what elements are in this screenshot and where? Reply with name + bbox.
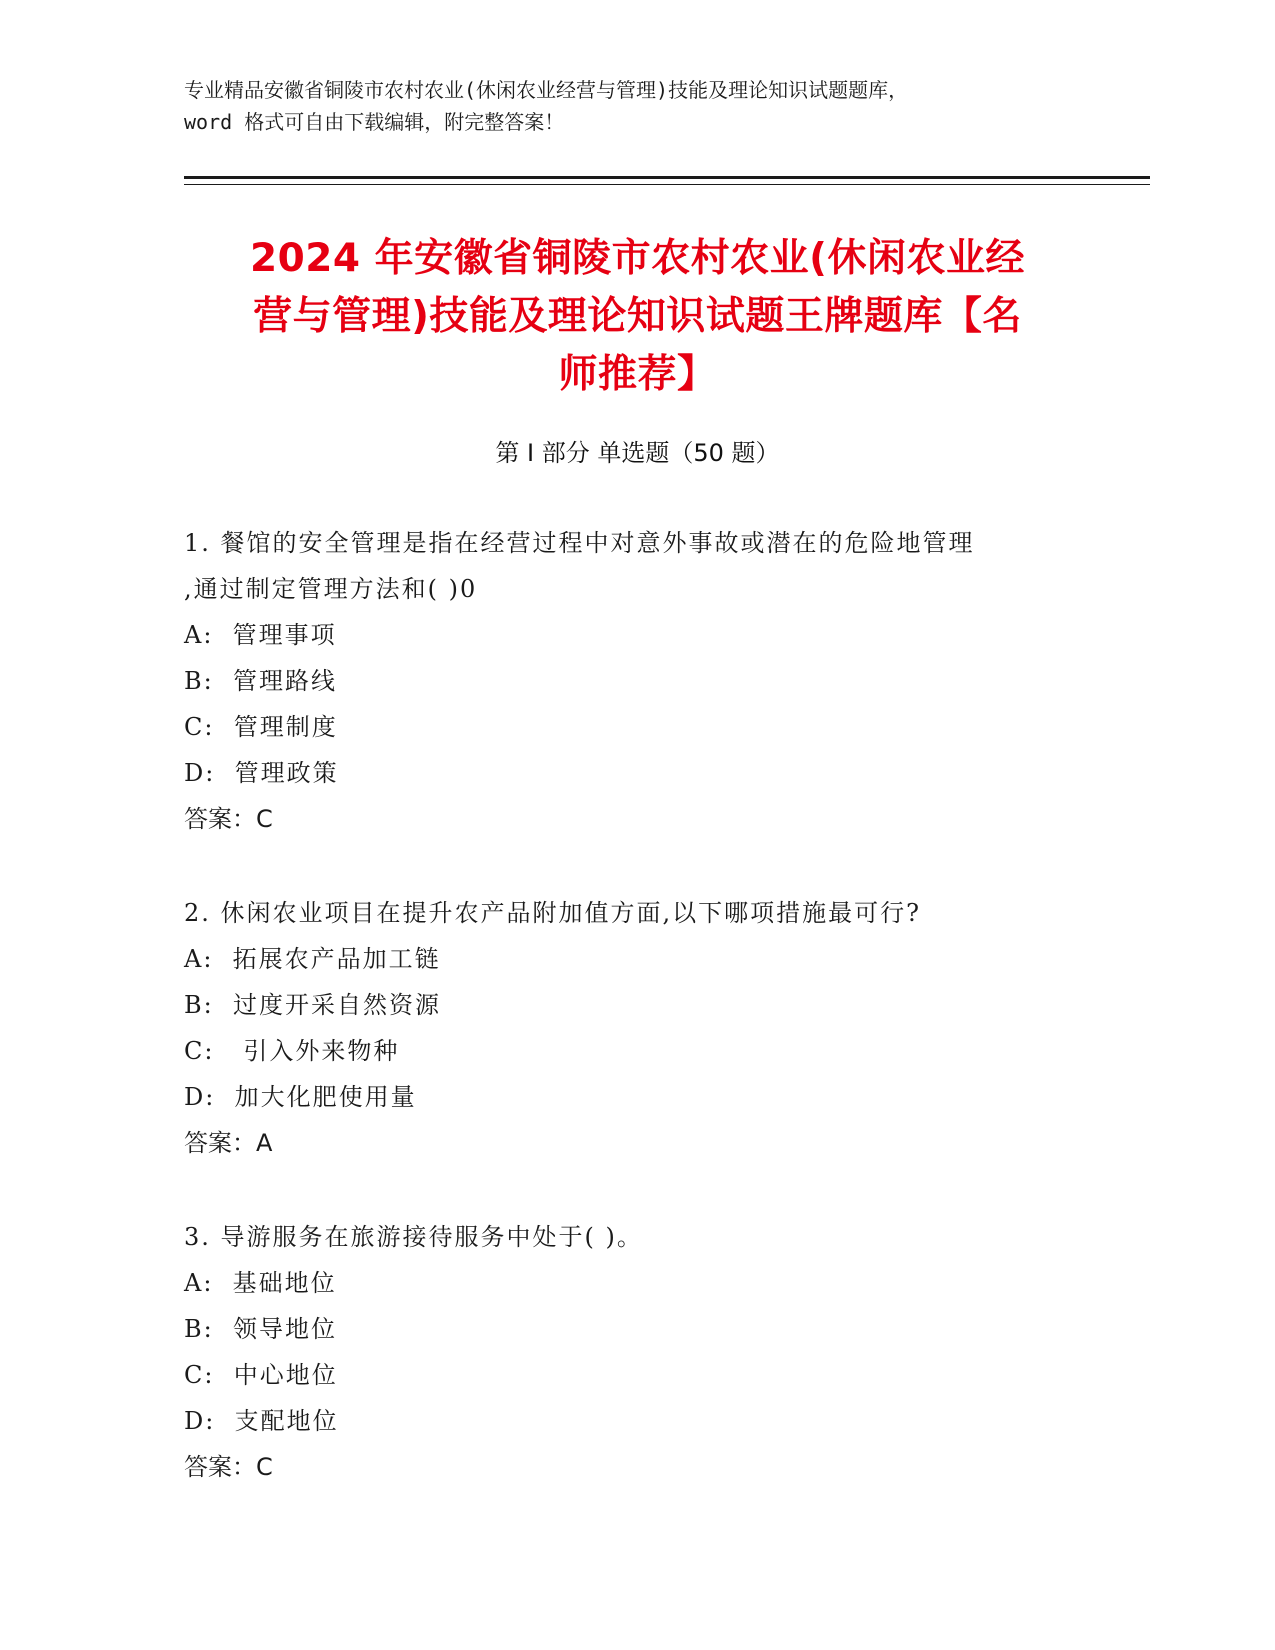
header-note <box>184 74 1084 138</box>
header-note-line2: word 格式可自由下载编辑，附完整答案！ <box>184 110 565 134</box>
option-a: A: 拓展农产品加工链 <box>184 945 441 973</box>
option-b: B: 领导地位 <box>184 1315 337 1343</box>
question-2 <box>184 890 1084 1166</box>
option-a: A: 基础地位 <box>184 1269 337 1297</box>
header-note-line1: 专业精品安徽省铜陵市农村农业(休闲农业经营与管理)技能及理论知识试题题库， <box>184 78 909 102</box>
title-line1: 2024 年安徽省铜陵市农村农业(休闲农业经 <box>250 236 1025 281</box>
answer: 答案：C <box>184 805 273 833</box>
option-c: C: 中心地位 <box>184 1361 338 1389</box>
answer: 答案：A <box>184 1129 273 1157</box>
option-d: D: 支配地位 <box>184 1407 339 1435</box>
section-title: 第 I 部分 单选题（50 题） <box>495 439 780 467</box>
question-text: 1. 餐馆的安全管理是指在经营过程中对意外事故或潜在的危险地管理 <box>184 529 975 557</box>
option-d: D: 加大化肥使用量 <box>184 1083 417 1111</box>
option-b: B: 过度开采自然资源 <box>184 991 441 1019</box>
option-d: D: 管理政策 <box>184 759 339 787</box>
answer: 答案：C <box>184 1453 273 1481</box>
title-line3: 师推荐】 <box>558 352 717 397</box>
option-c: C: 管理制度 <box>184 713 338 741</box>
document-title <box>170 230 1105 404</box>
option-c: C: 引入外来物种 <box>184 1037 400 1065</box>
question-3 <box>184 1214 1084 1490</box>
question-text: 2. 休闲农业项目在提升农产品附加值方面,以下哪项措施最可行? <box>184 899 922 927</box>
option-a: A: 管理事项 <box>184 621 337 649</box>
question-text-continued: ,通过制定管理方法和( )0 <box>184 575 478 603</box>
option-b: B: 管理路线 <box>184 667 337 695</box>
question-list <box>184 520 1084 1538</box>
question-text: 3. 导游服务在旅游接待服务中处于( )。 <box>184 1223 643 1251</box>
header-divider-thick <box>184 176 1150 179</box>
header-divider-thin <box>184 184 1150 185</box>
question-1 <box>184 520 1084 842</box>
title-line2: 营与管理)技能及理论知识试题王牌题库【名 <box>253 294 1022 339</box>
